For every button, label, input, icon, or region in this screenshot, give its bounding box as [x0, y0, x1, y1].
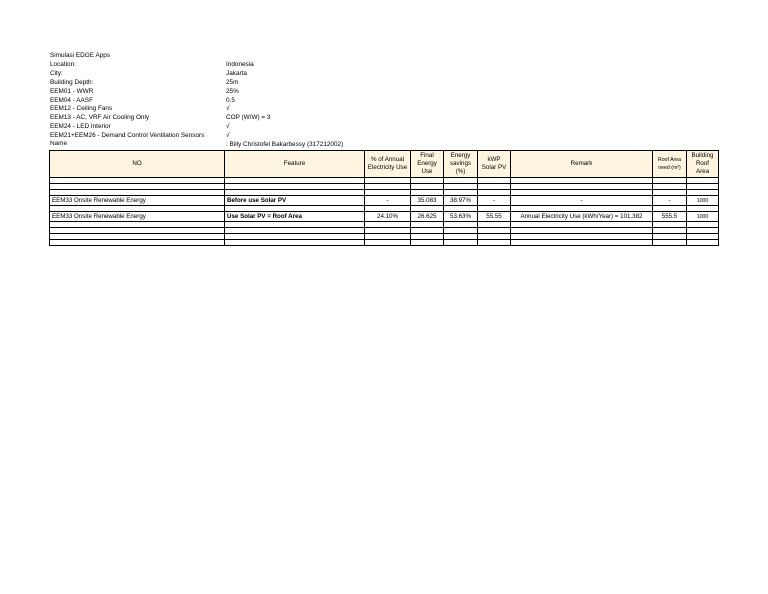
- info-key: Building Depth:: [50, 78, 94, 86]
- header-remark: Remark: [511, 151, 653, 178]
- cell-pct-annual: -: [365, 196, 411, 206]
- cell-final-energy: 26.625: [411, 212, 444, 222]
- header-energy-savings: Energy savings (%): [444, 151, 478, 178]
- info-value: 0.5: [226, 96, 235, 104]
- cell-remark: -: [511, 196, 653, 206]
- info-row-led: [50, 123, 343, 132]
- header-feature: Feature: [225, 151, 365, 178]
- info-key: Name: [50, 141, 68, 148]
- info-key: City:: [50, 69, 63, 77]
- cell-feature: Use Solar PV = Roof Area: [225, 212, 365, 222]
- info-value: Jakarta: [226, 69, 247, 77]
- cell-no: EEM33 Onsite Renewable Energy: [50, 212, 225, 222]
- info-key: EEM01 - WWR: [50, 87, 94, 95]
- cell-no: EEM33 Onsite Renewable Energy: [50, 196, 225, 206]
- cell-building-roof-area: 1000: [687, 196, 719, 206]
- cell-roof-area-need: -: [653, 196, 687, 206]
- cell-building-roof-area: 1000: [687, 212, 719, 222]
- info-value: √: [226, 105, 230, 113]
- info-value: : Billy Christofel Bakarbessy (317212002): [226, 141, 344, 149]
- cell-remark: Annual Electricity Use (kWh/Year) = 101.382: [511, 212, 653, 222]
- cell-roof-area-need: 555.5: [653, 212, 687, 222]
- info-value: 25%: [226, 87, 239, 95]
- info-value: COP (W/W) = 3: [226, 114, 271, 122]
- info-row-building-depth: [50, 79, 343, 88]
- cell-final-energy: 35.083: [411, 196, 444, 206]
- header-pct-annual: % of Annual Electricity Use: [365, 151, 411, 178]
- info-row-ceiling-fans: [50, 105, 343, 114]
- info-value: Indonesia: [226, 60, 254, 68]
- cell-energy-savings: 53.63%: [444, 212, 478, 222]
- info-value: √: [226, 132, 230, 140]
- info-row-city: [50, 70, 343, 79]
- info-value: 25m: [226, 78, 239, 86]
- info-row-dcv: [50, 132, 343, 141]
- results-table: [49, 150, 719, 246]
- info-key: EEM24 - LED Interior: [50, 123, 111, 131]
- info-row-name: [50, 141, 343, 150]
- table-row-blank: [50, 240, 719, 246]
- header-final-energy: Final Energy Use: [411, 151, 444, 178]
- table-header-row: [50, 151, 719, 178]
- header-no: NO: [50, 151, 225, 178]
- info-row-ac: [50, 114, 343, 123]
- info-title-row: [50, 52, 343, 61]
- info-block: [50, 52, 343, 150]
- table-row: [50, 212, 719, 222]
- cell-kwp: 55.55: [478, 212, 511, 222]
- info-key: EEM13 - AC, VRF Air Cooling Only: [50, 114, 150, 122]
- info-value: √: [226, 123, 230, 131]
- header-building-roof-area: Building Roof Area: [687, 151, 719, 178]
- table-row: [50, 196, 719, 206]
- info-row-wwr: [50, 88, 343, 97]
- info-title: Simulasi EDGE Apps: [50, 52, 111, 59]
- header-roof-area-need: Roof Area need (m²): [653, 151, 687, 178]
- info-row-location: [50, 61, 343, 70]
- info-key: EEM04 - AASF: [50, 96, 93, 104]
- cell-pct-annual: 24.10%: [365, 212, 411, 222]
- info-key: Location:: [50, 60, 76, 68]
- info-row-aasf: [50, 97, 343, 106]
- info-key: EEM21+EEM26 - Demand Control Ventilation Sensors: [50, 132, 205, 140]
- cell-kwp: -: [478, 196, 511, 206]
- header-kwp: kWP Solar PV: [478, 151, 511, 178]
- cell-feature: Before use Solar PV: [225, 196, 365, 206]
- info-key: EEM12 - Ceiling Fans: [50, 105, 113, 113]
- cell-energy-savings: 38.97%: [444, 196, 478, 206]
